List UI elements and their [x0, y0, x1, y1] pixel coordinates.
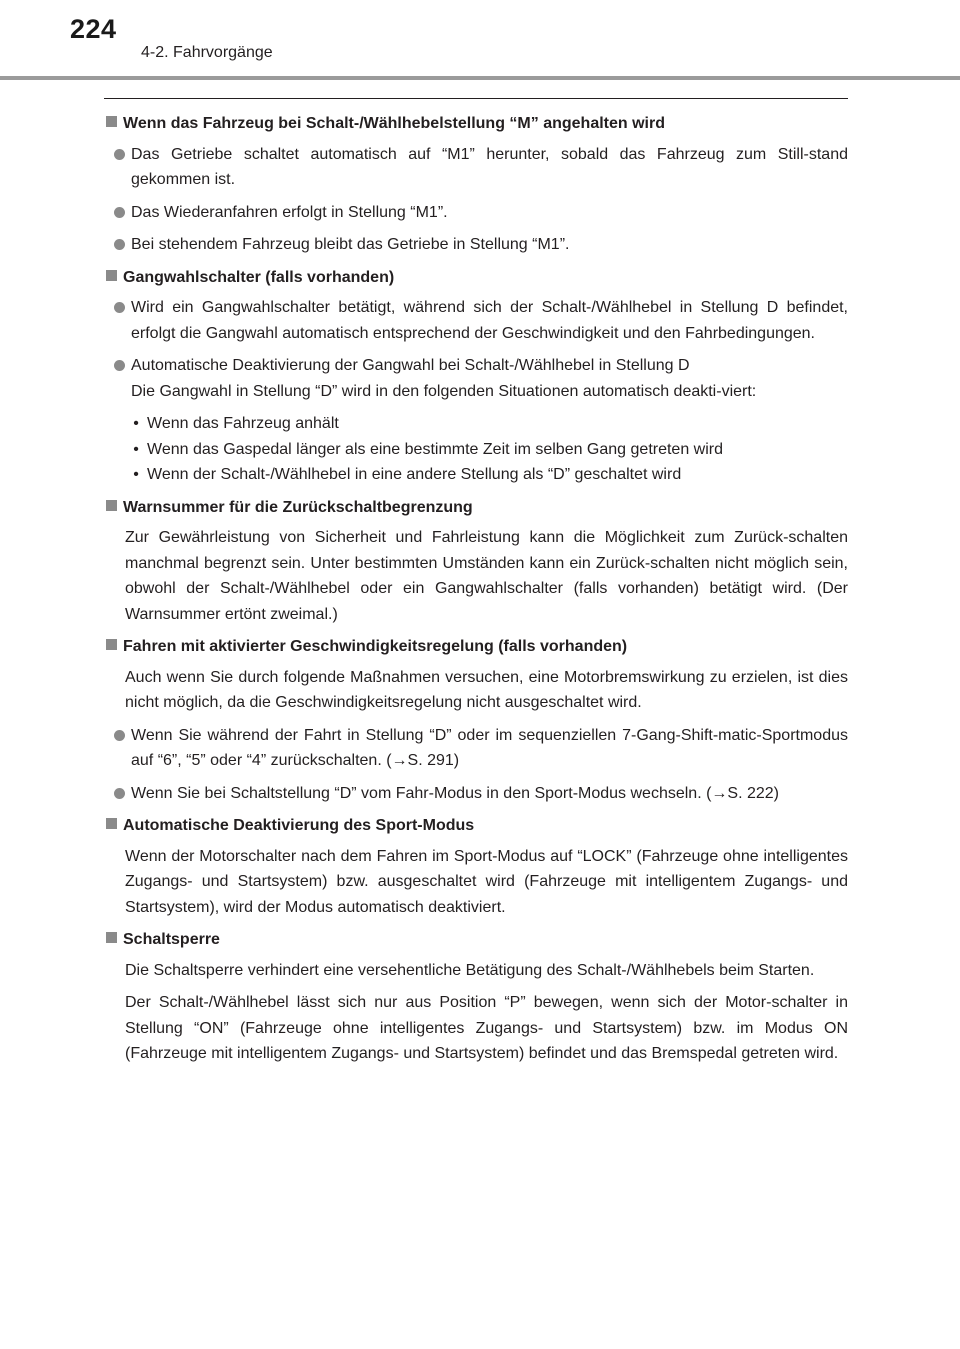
list-item: [106, 232, 848, 258]
circle-bullet-icon: [114, 239, 125, 250]
list-item: [106, 353, 848, 404]
heading-text: Fahren mit aktivierter Geschwindigkeitsregelung (falls vorhanden): [123, 638, 628, 655]
chapter-title: 4-2. Fahrvorgänge: [141, 44, 273, 61]
section-cruise-control: [106, 634, 848, 806]
list-item-text: Wird ein Gangwahlschalter betätigt, während sich der Schalt-/Wählhebel in Stellung D befindet, erfolgt die Gangwahl automatisch entsprechend der Geschwindigkeit und den Fahrbedingungen.: [131, 299, 848, 342]
list-item: [106, 781, 848, 807]
section-heading: [106, 634, 848, 660]
section-rule: [104, 98, 848, 99]
square-bullet-icon: [106, 116, 117, 127]
heading-text: Wenn das Fahrzeug bei Schalt-/Wählhebelstellung “M” angehalten wird: [123, 115, 665, 132]
list-item-text: Wenn Sie während der Fahrt in Stellung “D” oder im sequenziellen 7-Gang-Shift-matic-Sportmodus auf “6”, “5” oder “4” zurückschalten. (→S. 291): [131, 726, 848, 769]
list-item-text: Bei stehendem Fahrzeug bleibt das Getriebe in Stellung “M1”.: [131, 236, 570, 253]
list-item-text: Wenn Sie bei Schaltstellung “D” vom Fahr-Modus in den Sport-Modus wechseln. (→S. 222): [131, 784, 779, 802]
square-bullet-icon: [106, 270, 117, 281]
dot-bullet-icon: •: [133, 440, 139, 458]
square-bullet-icon: [106, 932, 117, 943]
list-item-text: [131, 353, 848, 404]
paragraph: Auch wenn Sie durch folgende Maßnahmen versuchen, eine Motorbremswirkung zu erzielen, ist dies nicht möglich, da die Geschwindigkeitsregelung nicht ausgeschaltet wird.: [125, 668, 848, 711]
heading-text: Schaltsperre: [123, 931, 220, 948]
content: [106, 111, 848, 1074]
section-heading: [106, 265, 848, 291]
circle-bullet-icon: [114, 730, 125, 741]
header-rule: [0, 76, 960, 80]
dot-bullet-icon: •: [133, 415, 139, 432]
section-heading: [106, 495, 848, 521]
circle-bullet-icon: [114, 360, 125, 371]
paragraph: Zur Gewährleistung von Sicherheit und Fahrleistung kann die Möglichkeit zum Zurück-schalten manchmal begrenzt sein. Unter bestimmten Umständen kann ein Zurück-schalten nicht möglich sein, obwohl der Schalt-/Wählhebel oder ein Gangwahlschalter (falls vorhanden) betätigt wird. (Der Warnsummer ertönt zweimal.): [125, 529, 848, 623]
square-bullet-icon: [106, 500, 117, 511]
list-item: [106, 295, 848, 346]
square-bullet-icon: [106, 818, 117, 829]
section-downshift-buzzer: [106, 495, 848, 628]
square-bullet-icon: [106, 639, 117, 650]
list-item-continuation: Die Gangwahl in Stellung “D” wird in den folgenden Situationen automatisch deakti-viert:: [131, 382, 757, 400]
section-sport-mode-off: [106, 813, 848, 920]
sub-list-text: Wenn der Schalt-/Wählhebel in eine andere Stellung als “D” geschaltet wird: [147, 466, 682, 483]
sub-list-text: Wenn das Fahrzeug anhält: [147, 415, 339, 432]
heading-text: Warnsummer für die Zurückschaltbegrenzung: [123, 498, 473, 516]
dot-bullet-icon: •: [133, 466, 139, 483]
circle-bullet-icon: [114, 302, 125, 313]
paragraph: Der Schalt-/Wählhebel lässt sich nur aus Position “P” bewegen, wenn sich der Motor-schalter in Stellung “ON” (Fahrzeuge ohne intelligentes Zugangs- und Startsystem) bzw. im Modus ON (Fahrzeuge mit intelligentem Zugangs- und Startsystem) befindet und das Bremspedal getreten wird.: [125, 994, 848, 1062]
section-heading: [106, 813, 848, 839]
section-heading: [106, 111, 848, 137]
heading-text: Gangwahlschalter (falls vorhanden): [123, 268, 395, 286]
section-shift-lock: [106, 927, 848, 1067]
paragraph: Wenn der Motorschalter nach dem Fahren im Sport-Modus auf “LOCK” (Fahrzeuge ohne intelligentes Zugangs- und Startsystem) bzw. ausgeschaltet wird (Fahrzeuge mit intelligentem Zugangs- und Startsystem), wird der Modus automatisch deaktiviert.: [125, 847, 848, 916]
circle-bullet-icon: [114, 149, 125, 160]
heading-text: Automatische Deaktivierung des Sport-Modus: [123, 817, 475, 834]
paragraph: Die Schaltsperre verhindert eine versehentliche Betätigung des Schalt-/Wählhebels beim Starten.: [125, 961, 815, 979]
page-number: 224: [70, 14, 117, 44]
sub-list-item: [125, 462, 848, 488]
circle-bullet-icon: [114, 788, 125, 799]
sub-list-item: [125, 411, 848, 437]
section-heading: [106, 927, 848, 953]
list-item-title: Automatische Deaktivierung der Gangwahl bei Schalt-/Wählhebel in Stellung D: [131, 357, 690, 374]
list-item: [106, 723, 848, 774]
list-item-text: Das Getriebe schaltet automatisch auf “M1” herunter, sobald das Fahrzeug zum Still-stand gekommen ist.: [131, 145, 848, 188]
circle-bullet-icon: [114, 207, 125, 218]
list-item: [106, 142, 848, 193]
sub-list-text: Wenn das Gaspedal länger als eine bestimmte Zeit im selben Gang getreten wird: [147, 440, 724, 458]
sub-list-item: [125, 437, 848, 463]
sub-list: [125, 411, 848, 488]
section-m-stop: [106, 111, 848, 258]
list-item-text: Das Wiederanfahren erfolgt in Stellung “M1”.: [131, 203, 448, 221]
section-gear-selector: [106, 265, 848, 488]
list-item: [106, 200, 848, 226]
